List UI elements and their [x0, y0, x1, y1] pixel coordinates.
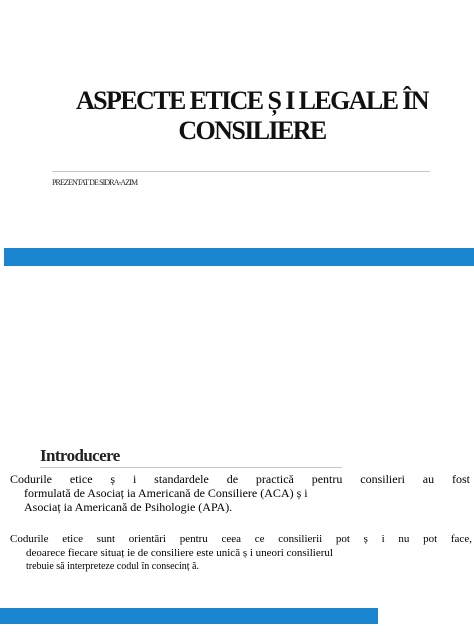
- word: ceea: [221, 533, 242, 545]
- word: orientări: [128, 533, 166, 545]
- paragraph-2-line-3: trebuie să interpreteze codul în consecinț ă.: [26, 561, 199, 572]
- slide-title-line-1: ASPECTE ETICE Ș I LEGALE ÎN: [76, 86, 428, 115]
- word: pot: [335, 533, 350, 545]
- section-divider: [40, 467, 342, 468]
- slide-title-line-2: CONSILIERE: [178, 116, 326, 145]
- section-heading: Introducere: [40, 446, 120, 465]
- word: Codurile: [10, 472, 52, 486]
- word: consilieri: [360, 472, 405, 486]
- word: sunt: [96, 533, 116, 545]
- paragraph-1-line-3: Asociaț ia Americană de Psihologie (APA).: [24, 500, 233, 514]
- title-divider: [52, 171, 430, 172]
- word: nu: [398, 533, 410, 545]
- paragraph-ethics-codes: [10, 472, 470, 514]
- word: ce: [254, 533, 265, 545]
- word: au: [422, 472, 435, 486]
- word: consilierii: [278, 533, 323, 545]
- word: Codurile: [10, 533, 49, 545]
- word: practică: [255, 472, 294, 486]
- word: face,: [450, 533, 472, 545]
- word: i: [381, 533, 385, 545]
- paragraph-2-line-1: [10, 532, 472, 546]
- word: i: [132, 472, 137, 486]
- presenter-credit: PREZENTAT DE SIDRA-AZIM: [52, 178, 138, 187]
- accent-band-top: [4, 248, 474, 266]
- paragraph-ethics-guidelines: [10, 532, 472, 574]
- word: ș: [363, 533, 368, 545]
- paragraph-1-line-2: formulată de Asociaț ia Americană de Consiliere (ACA) ș i: [24, 486, 308, 500]
- word: fost: [452, 472, 470, 486]
- paragraph-1-line-1: [10, 472, 470, 486]
- word: de: [226, 472, 239, 486]
- word: ș: [110, 472, 116, 486]
- accent-band-bottom: [0, 608, 378, 624]
- word: pentru: [311, 472, 343, 486]
- word: etice: [62, 533, 83, 545]
- word: pentru: [179, 533, 208, 545]
- slide-title: [30, 86, 474, 146]
- paragraph-2-line-2: deoarece fiecare situaț ie de consiliere este unică ș i uneori consilierul: [26, 547, 333, 559]
- word: etice: [69, 472, 93, 486]
- word: standardele: [154, 472, 209, 486]
- word: pot: [423, 533, 438, 545]
